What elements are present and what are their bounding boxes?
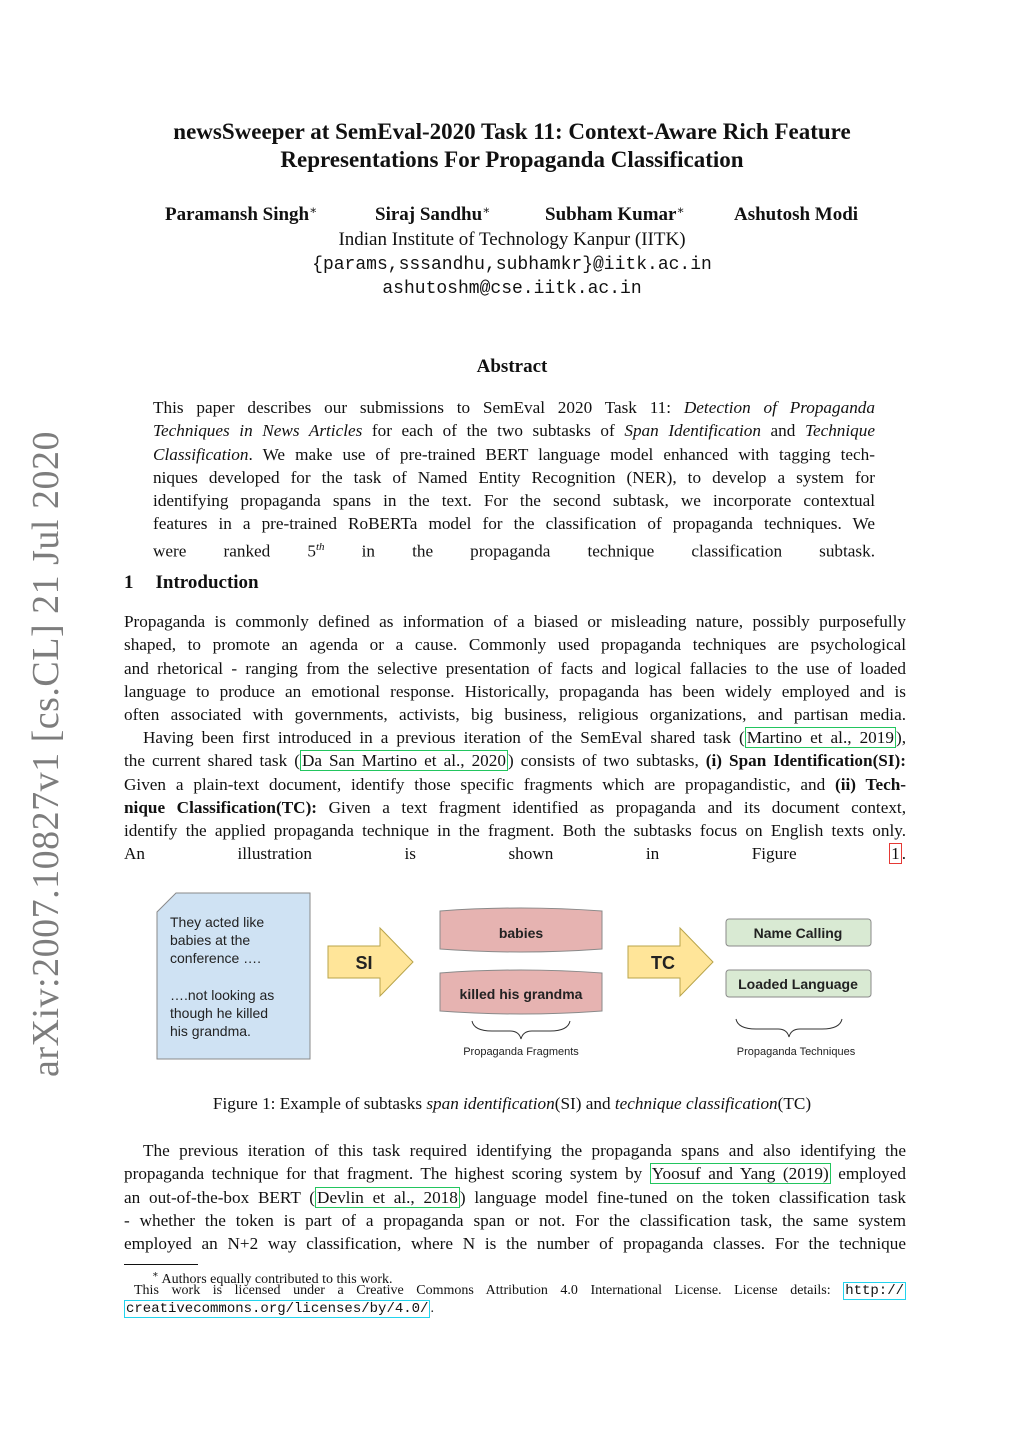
text-line: - whether the token is part of a propaganda span or not. For the classification task, the same system	[124, 1210, 906, 1230]
abstract-line: niques developed for the task of Named Entity Recognition (NER), to develop a system for	[153, 467, 875, 487]
fragment-label: killed his grandma	[459, 986, 583, 1002]
text-line: employed an N+2 way classification, where N is the number of propaganda classes. For the technique	[124, 1234, 906, 1254]
intro-paragraph-3	[124, 1139, 906, 1255]
text-line: often associated with governments, activists, big business, religious organizations, and partisan media.	[124, 705, 906, 725]
section-heading-introduction: 1 Introduction	[124, 572, 259, 593]
footnote-equal-contribution: ∗ Authors equally contributed to this work.	[152, 1269, 393, 1287]
title-line-2: Representations For Propaganda Classification	[280, 147, 744, 172]
abstract-body	[153, 396, 875, 563]
technique-label: Name Calling	[753, 925, 843, 941]
text-line: an out-of-the-box BERT ( Devlin et al., 2018 ) language model fine-tuned on the token classification task	[124, 1187, 906, 1207]
citation-link[interactable]: Da San Martino et al., 2020	[301, 751, 506, 771]
text-line: identify the applied propaganda technique in the fragment. Both the subtasks focus on English texts only.	[124, 821, 906, 841]
title-line-1: newsSweeper at SemEval-2020 Task 11: Context-Aware Rich Feature	[173, 119, 851, 144]
abstract-line: features in a pre-trained RoBERTa model for the classification of propaganda techniques. We	[153, 514, 875, 534]
author-4: Ashutosh Modi	[734, 204, 859, 225]
document-text: though he killed	[170, 1005, 269, 1021]
intro-paragraph-1	[124, 610, 906, 726]
license-url-link[interactable]: creativecommons.org/licenses/by/4.0/	[126, 1301, 429, 1317]
footnote-rule	[124, 1264, 198, 1265]
text-line: Given a plain-text document, identify those specific fragments which are propagandistic, and (ii) Tech-	[124, 774, 906, 794]
author-list	[0, 203, 1024, 229]
document-text: They acted like	[170, 914, 265, 930]
author-emails: {params,sssandhu,subhamkr}@iitk.ac.in	[312, 255, 712, 275]
si-label: SI	[355, 953, 373, 973]
text-line: The previous iteration of this task required identifying the propaganda spans and also identifying the	[143, 1141, 906, 1160]
techniques-caption: Propaganda Techniques	[736, 1046, 856, 1058]
author-email-2: ashutoshm@cse.iitk.ac.in	[382, 279, 642, 299]
footnote-license: This work is licensed under a Creative Commons Attribution 4.0 International License. License details: http:// creativecommons.org/licenses/by/4.0/ .	[126, 1283, 904, 1317]
text-line: Propaganda is commonly defined as information of a biased or misleading nature, possibly purposefully	[124, 612, 906, 631]
document-text: conference ….	[170, 950, 262, 966]
fragments-brace	[472, 1021, 570, 1039]
text-line: Having been first introduced in a previous iteration of the SemEval shared task ( Martino et al., 2019 ),	[143, 728, 906, 747]
abstract-line: Techniques in News Articles for each of the two subtasks of Span Identification and Technique	[153, 421, 875, 441]
abstract-line: Classification. We make use of pre-trained BERT language model enhanced with tagging tech-	[153, 444, 875, 464]
abstract-line: were ranked 5th in the propaganda technique classification subtask.	[153, 540, 876, 561]
abstract-line: identifying propaganda spans in the text. For the second subtask, we incorporate contextual	[153, 491, 875, 511]
author-3: Subham Kumar∗	[545, 203, 685, 225]
fragment-label: babies	[498, 925, 544, 941]
technique-label: Loaded Language	[738, 976, 858, 992]
text-line: An illustration is shown in Figure 1 .	[124, 844, 906, 864]
figure-reference-link[interactable]: 1	[891, 844, 900, 864]
text-line: the current shared task ( Da San Martino et al., 2020 ) consists of two subtasks, (i) Span Identification(SI):	[124, 751, 907, 771]
paper-title	[0, 118, 1024, 174]
author-1: Paramansh Singh∗	[165, 203, 318, 225]
affiliation: Indian Institute of Technology Kanpur (IITK)	[338, 229, 686, 250]
abstract-heading: Abstract	[476, 356, 548, 377]
arxiv-sidebar-id: arXiv:2007.10827v1 [cs.CL] 21 Jul 2020	[25, 431, 67, 1077]
text-line: shaped, to promote an agenda or a cause. Commonly used propaganda techniques are psychological	[124, 635, 906, 655]
document-text: ….not looking as	[170, 987, 275, 1003]
techniques-brace	[736, 1019, 842, 1037]
document-text: his grandma.	[170, 1023, 251, 1039]
citation-link[interactable]: Martino et al., 2019	[746, 728, 894, 747]
document-text: babies at the	[170, 932, 251, 948]
text-line: and rhetorical - ranging from the selective presentation of facts and logical fallacies to the use of loaded	[124, 658, 906, 678]
citation-link[interactable]: Devlin et al., 2018	[317, 1187, 458, 1207]
text-line: language to produce an emotional response. Historically, propaganda has been widely employed and is	[124, 681, 906, 701]
citation-link[interactable]: Yoosuf and Yang (2019)	[651, 1164, 829, 1184]
figure-1-diagram	[150, 885, 880, 1070]
text-line: propaganda technique for that fragment. The highest scoring system by Yoosuf and Yang (2019) employed	[124, 1164, 907, 1184]
text-line: nique Classification(TC): Given a text fragment identified as propaganda and its document context,	[124, 797, 907, 817]
abstract-line: This paper describes our submissions to SemEval 2020 Task 11: Detection of Propaganda	[153, 398, 875, 417]
license-url-link[interactable]: http://	[845, 1283, 904, 1299]
author-2: Siraj Sandhu∗	[375, 203, 491, 225]
figure-1-caption: Figure 1: Example of subtasks span identification(SI) and technique classification(TC)	[212, 1094, 812, 1113]
fragments-caption: Propaganda Fragments	[463, 1046, 579, 1058]
intro-paragraph-2	[124, 726, 906, 866]
tc-label: TC	[651, 953, 675, 973]
